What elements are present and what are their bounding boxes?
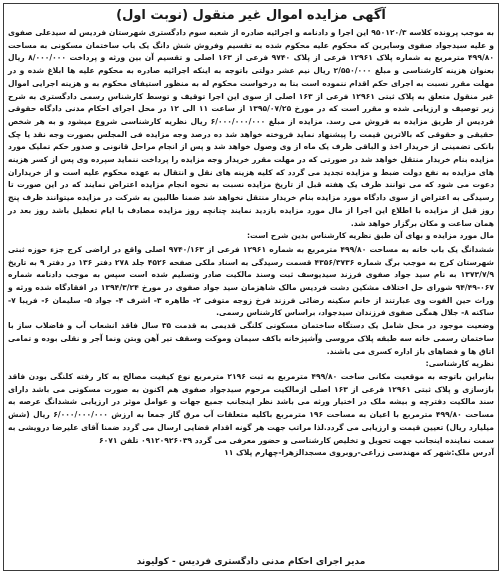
notice-paragraph-expert: بنابراین باتوجه به موقعیت مکانی ساخت ۴۹۹/۸۰ مترمربع به ثبت ۲۱۹۶ مترمربع نوع کیفیت مصالح به کار رفته کلنگی بودن فاقد بازسازی و پلاک ثبتی ۱۲۹۶۱ فرعی از ۱۶۳ اصلی ازمالکیت مرحوم سیدجواد صفوی هم اکنون به صورت مسکونی می باشد دارای سند مالکیت دفترچه و بیشه ملک در اختیار ورثه می باشد نظر اینجانب جمیع جهات و عوامل موثر در ارزیابی ششدانگ عرصه به مساحت ۴۹۹/۸۰ مترمربع با اعیان به مساحت ۱۹۶ مترمربع باکلیه متعلقات آب مرق گاز جمعا به ارزش ۶/۰۰۰/۰۰۰/۰۰۰ ریال (شش میلیارد ریال) تعیین قیمت و ارزیابی می گردد.لذا مراتب جهت هر گونه اقدام قضایی ارسال می گردد ضمنا آقای علیرضا درویشی به سمت نماینده اینجانب جهت تحویل و تخلیص کارشناسی و حضور معرفی می گردد ۰۹۱۲۰۹۲۶۰۳۹ تلفن ۶۰۷۱ [8, 371, 495, 445]
notice-body [4, 27, 498, 460]
notice-paragraph-intro: مال مورد مزایده و بهای آن طبق نظریه کارشناس بدین شرح است: [247, 231, 494, 241]
notice-paragraph-address: آدرس ملک:شهر که مهندسی زراعی-روبروی مسجدالزهرا-چهارم پلاک ۱۱ [224, 448, 494, 458]
notice-signature: مدیر اجرای احکام مدنی دادگستری فردیس - کولیوند [136, 557, 366, 567]
notice-paragraph-main: به موجب پرونده کلاسه ۹۵۰۱۲۰/۳ این اجرا و دادنامه و اجرائیه صادره از شعبه سوم دادگستری شهرستان فردیس له سیدعلی صفوی و علیه سیدجواد صفوی وسایرین که محکوم علیه محکوم شده به تقسیم وفروش شش دانگ یک باب ساختمان مسکونی به مساحت ۴۹۹/۸۰ مترمربع به شماره پلاک ۱۲۹۶۱ فرعی از پلاک ۹۷۴۰ فرعی از ۱۶۳ اصلی و تقسیم آن بین ورثه و پرداخت ۸/۰۰۰/۰۰۰ ریال بعنوان هزینه کارشناسی و مبلغ ۲/۵۵۰/۰۰۰ ریال نیم عشر دولتی باتوجه به اینکه اجرائیه صادره به محکوم علیه ها ابلاغ شده و در مهلت مقرر نسبت به اجرای حکم اقدام ننموده است بنا به درخواست محکوم له به منظور استیفای محکوم به و هزینه اجرایی اموال غیر منقول متعلق به پلاک ثبتی ۱۲۹۶۱ فرعی از ۱۶۳ اصلی از سوی این اجرا توقیف و توسط کارشناس رسمی دادگستری به شرح زیر توصیف و ارزیابی شده و مقرر است که در مورخ ۱۳۹۵/۰۷/۲۵ از ساعت ۱۱ الی ۱۲ در محل اجرای احکام مدنی دادگاه حقوقی فردیس از طریق مزایده به فروش می رسد. مزایده از مبلغ ۶/۰۰۰/۰۰۰/۰۰۰ ریال نظریه کارشناسی شروع میشود و به هر شخص حقیقی و حقوقی که بالاترین قیمت را پیشنهاد نماید فروخته خواهد شد ده درصد وجه مزایده فی المجلس بصورت وجه نقد یا چک بانکی تضمینی از خریدار اخذ و الباقی ظرف یک ماه از وی وصول خواهد شد و پس از انجام مراحل قانونی و صدور حکم تملیک مورد مزایده بنام خریدار منتقل خواهد شد در صورتی که در مهلت مقرر خریدار وجه مزایده را پرداخت ننماید سپرده وی پس از کسر هزینه های مزایده به نفع دولت ضبط و مزایده تجدید می گردد که کلیه هزینه های نقل و انتقال به عهده محکوم علیه است و از خریداران دعوت می شود که می توانند ظرف یک هفته قبل از تاریخ مزایده نسبت به نحوه انجام مزایده اعتراض نمایند که در این صورت تا رسیدگی به اعتراض از سوی دادگاه مورد مزایده بنام خریدار منتقل نخواهد شد ضمنا طالبین به شرکت در مزایده میتوانند ظرف پنج روز قبل از مزایده با اطلاع این اجرا از مال مورد مزایده بازدید نمایند چنانچه روز مزایده مصادف با ایام تعطیل باشد روز بعد در همان ساعت و مکان برگزار خواهد شد. [8, 28, 494, 228]
notice-title: آگهی مزایده اموال غیر منقول (نوبت اول) [116, 8, 386, 23]
notice-paragraph-condition: وضعیت موجود در محل شامل یک دستگاه ساختمان مسکونی کلنگی قدیمی به قدمت ۳۵ سال فاقد انشعاب آب و فاضلاب ساز با ساختمان رسمی خانه سه طبقه پلاک مروسی وآشپزخانه باکف سیمان وموکت وسقف تیر آهن وبتن ونما آجر و نقلی بوده و تمامی اتاق ها و فضاهای باز اداره کسری می باشند. [8, 321, 494, 356]
legal-notice [3, 3, 499, 571]
notice-heading-expert-opinion: نظریه کارشناسی: [425, 359, 494, 369]
notice-paragraph-property: ششدانگ یک باب خانه به مساحت ۴۹۹/۸۰ مترمربع به شماره ۱۲۹۶۱ فرعی از ۹۷۴۰/۱۶۳ اصلی واقع در اراضی کرج جزء حوزه ثبتی شهرستان کرج به موجب برگ شماره ۴۳۵۶/۳۷۳۶ قسمت رسیدگی به اسناد ملکی صفحه ۴۵۲۶ جلد ۲۷۸ دفتر ۱۳۶ در دفتر ۹ به تاریخ ۱۳۷۳/۷/۹ به نام سید جواد صفوی فرزند سیدیوسف ثبت وسند مالکیت صادر وتسلیم شده است سپس به موجب دادنامه شماره ۰۶۷-۹۴/۴۹ شورای حل اختلاف مشکین دشت فردیس مالک شاهزمان سید جواد صفوی در مورخ ۱۳۹۴/۳/۲۴ در افقادگاه شده ورثه و وراث حین الفوت وی عبارتند از خانم سکینه رضائی فرزند فرخ زوجه متوفی ۲- طاهره ۳- اشرف ۴- جواد ۵- سلیمان ۶- فریبا ۷- ساکنه ۸- جلال همگی صفوی فرزندان سیدجواد، براساس کارشناس رسمی. [8, 244, 495, 318]
